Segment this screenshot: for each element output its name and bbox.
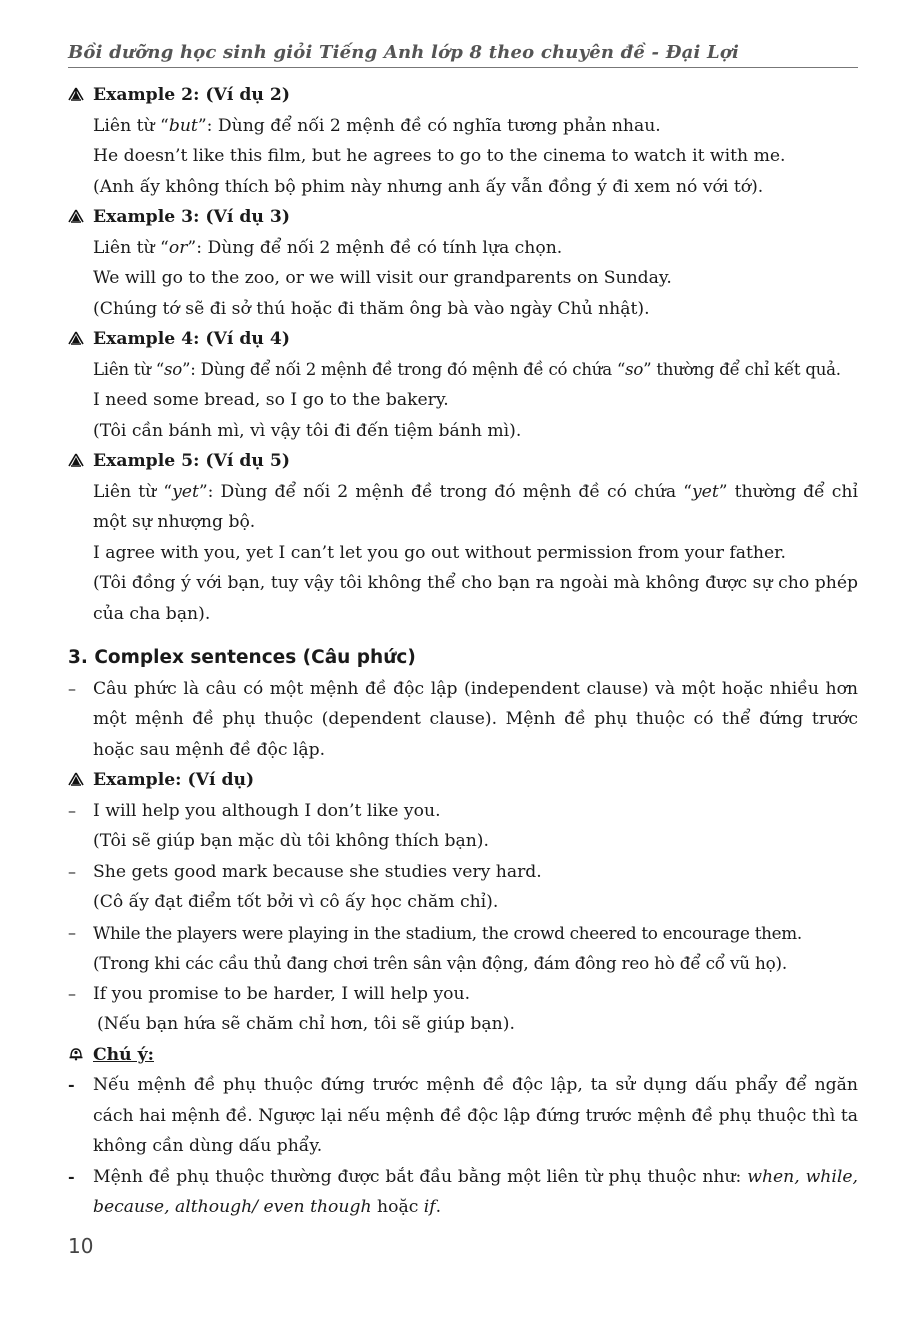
bullet-marker: -	[68, 1075, 75, 1094]
note-item-2	[68, 1162, 858, 1223]
example-3-translation: (Chúng tớ sẽ đi sở thú hoặc đi thăm ông bà vào ngày Chủ nhật).	[93, 298, 650, 319]
example-3-heading-row	[68, 202, 858, 233]
rule-text: ”: Dùng để nối 2 mệnh đề có nghĩa tương phản nhau.	[197, 115, 661, 136]
dash-marker: –	[68, 983, 76, 1003]
rule-text: Liên từ “	[93, 359, 164, 379]
example-sentence: She gets good mark because she studies very hard.	[93, 861, 542, 882]
example-4-heading-row	[68, 324, 858, 355]
page-number: 10	[68, 1234, 94, 1258]
tent-marker-icon	[68, 324, 90, 355]
example-5-rule	[68, 477, 858, 538]
conjunction-word: so	[625, 359, 644, 379]
example-3-heading: Example 3: (Ví dụ 3)	[93, 207, 290, 227]
rule-text: ” thường để chỉ một sự nhượng bộ.	[93, 481, 858, 532]
tent-marker-icon	[68, 446, 90, 477]
translation-text: (Nếu bạn hứa sẽ chăm chỉ hơn, tôi sẽ giúp bạn).	[97, 1014, 515, 1034]
example-2-heading: Example 2: (Ví dụ 2)	[93, 85, 290, 105]
example-2-heading-row	[68, 80, 858, 111]
note-heading: Chú ý:	[93, 1044, 154, 1065]
dash-marker: –	[68, 922, 76, 942]
rule-text: ”: Dùng để nối 2 mệnh đề có tính lựa chọn.	[187, 237, 563, 258]
section-3-example-heading: Example: (Ví dụ)	[93, 770, 255, 790]
example-4-heading: Example 4: (Ví dụ 4)	[93, 329, 290, 349]
note-text: .	[435, 1197, 442, 1217]
header-divider	[68, 67, 858, 68]
conjunction-word: yet	[691, 481, 719, 502]
complex-example-4-translation	[68, 1009, 858, 1040]
complex-example-2-translation: (Cô ấy đạt điểm tốt bởi vì cô ấy học chăm chỉ).	[93, 892, 499, 912]
complex-example-2	[68, 857, 858, 888]
section-3-heading: 3. Complex sentences (Câu phức)	[68, 647, 416, 668]
dash-marker: –	[68, 800, 76, 820]
note-heading-row	[68, 1040, 858, 1071]
rule-text: Liên từ “	[93, 115, 169, 136]
rule-text: ” thường để chỉ kết quả.	[643, 359, 841, 379]
conjunction-word: so	[163, 359, 182, 379]
bullet-marker: -	[68, 1166, 75, 1186]
conjunction-word: or	[168, 237, 188, 258]
tent-marker-icon	[68, 202, 90, 233]
rule-text: Liên từ “	[93, 481, 173, 502]
note-text: Nếu mệnh đề phụ thuộc đứng trước mệnh đề độc lập, ta sử dụng dấu phẩy để ngăn cách hai mệnh đề. Ngược lại nếu mệnh đề độc lập đứng trước mệnh đề phụ thuộc thì ta không cần dùng dấu phẩy.	[93, 1075, 858, 1156]
conjunction-list: when, while, because, although/ even though	[93, 1166, 859, 1217]
example-5-sentence: I agree with you, yet I can’t let you go out without permission from your father.	[93, 542, 786, 563]
example-2-sentence: He doesn’t like this film, but he agrees to go to the cinema to watch it with me.	[93, 146, 786, 166]
example-2-rule	[68, 111, 858, 142]
dash-marker: –	[68, 678, 76, 698]
example-5-heading: Example 5: (Ví dụ 5)	[93, 451, 290, 471]
section-3-definition	[68, 674, 858, 766]
example-sentence: I will help you although I don’t like you.	[93, 800, 441, 821]
example-sentence: If you promise to be harder, I will help you.	[93, 983, 471, 1004]
bell-note-icon	[68, 1040, 90, 1071]
conjunction-word: if	[423, 1197, 436, 1217]
definition-text: Câu phức là câu có một mệnh đề độc lập (independent clause) và một hoặc nhiều hơn một mệnh đề phụ thuộc (dependent clause). Mệnh đề phụ thuộc có thể đứng trước hoặc sau mệnh đề độc lập.	[93, 678, 858, 760]
example-4-sentence: I need some bread, so I go to the bakery.	[93, 390, 449, 410]
complex-example-3-translation: (Trong khi các cầu thủ đang chơi trên sân vận động, đám đông reo hò để cổ vũ họ).	[93, 953, 787, 973]
note-item-1	[68, 1070, 858, 1162]
example-4-translation: (Tôi cần bánh mì, vì vậy tôi đi đến tiệm bánh mì).	[93, 420, 522, 441]
complex-example-1-translation: (Tôi sẽ giúp bạn mặc dù tôi không thích bạn).	[93, 831, 489, 851]
example-3-sentence: We will go to the zoo, or we will visit our grandparents on Sunday.	[93, 268, 672, 288]
note-text: hoặc	[371, 1197, 424, 1217]
complex-example-1	[68, 796, 858, 827]
page-content	[68, 80, 858, 1223]
rule-text: Liên từ “	[93, 237, 169, 258]
tent-marker-icon	[68, 765, 90, 796]
example-5-translation: (Tôi đồng ý với bạn, tuy vậy tôi không thể cho bạn ra ngoài mà không được sự cho phép của cha bạn).	[93, 573, 858, 624]
complex-example-4	[68, 979, 858, 1010]
dash-marker: –	[68, 861, 76, 881]
example-5-heading-row	[68, 446, 858, 477]
rule-text: ”: Dùng để nối 2 mệnh đề trong đó mệnh đề có chứa “	[182, 359, 626, 379]
rule-text: ”: Dùng để nối 2 mệnh đề trong đó mệnh đề có chứa “	[198, 481, 692, 502]
example-3-rule	[68, 233, 858, 264]
example-2-translation: (Anh ấy không thích bộ phim này nhưng anh ấy vẫn đồng ý đi xem nó với tớ).	[93, 176, 764, 197]
tent-marker-icon	[68, 80, 90, 111]
example-4-rule	[68, 355, 858, 386]
page-header: Bồi dưỡng học sinh giỏi Tiếng Anh lớp 8 theo chuyên đề - Đại Lợi	[68, 42, 740, 63]
complex-example-3	[68, 918, 858, 949]
conjunction-word: but	[168, 115, 198, 136]
section-3-example-heading-row	[68, 765, 858, 796]
note-text: Mệnh đề phụ thuộc thường được bắt đầu bằng một liên từ phụ thuộc như:	[93, 1166, 748, 1187]
conjunction-word: yet	[172, 481, 199, 502]
example-sentence: While the players were playing in the stadium, the crowd cheered to encourage them.	[93, 922, 802, 943]
